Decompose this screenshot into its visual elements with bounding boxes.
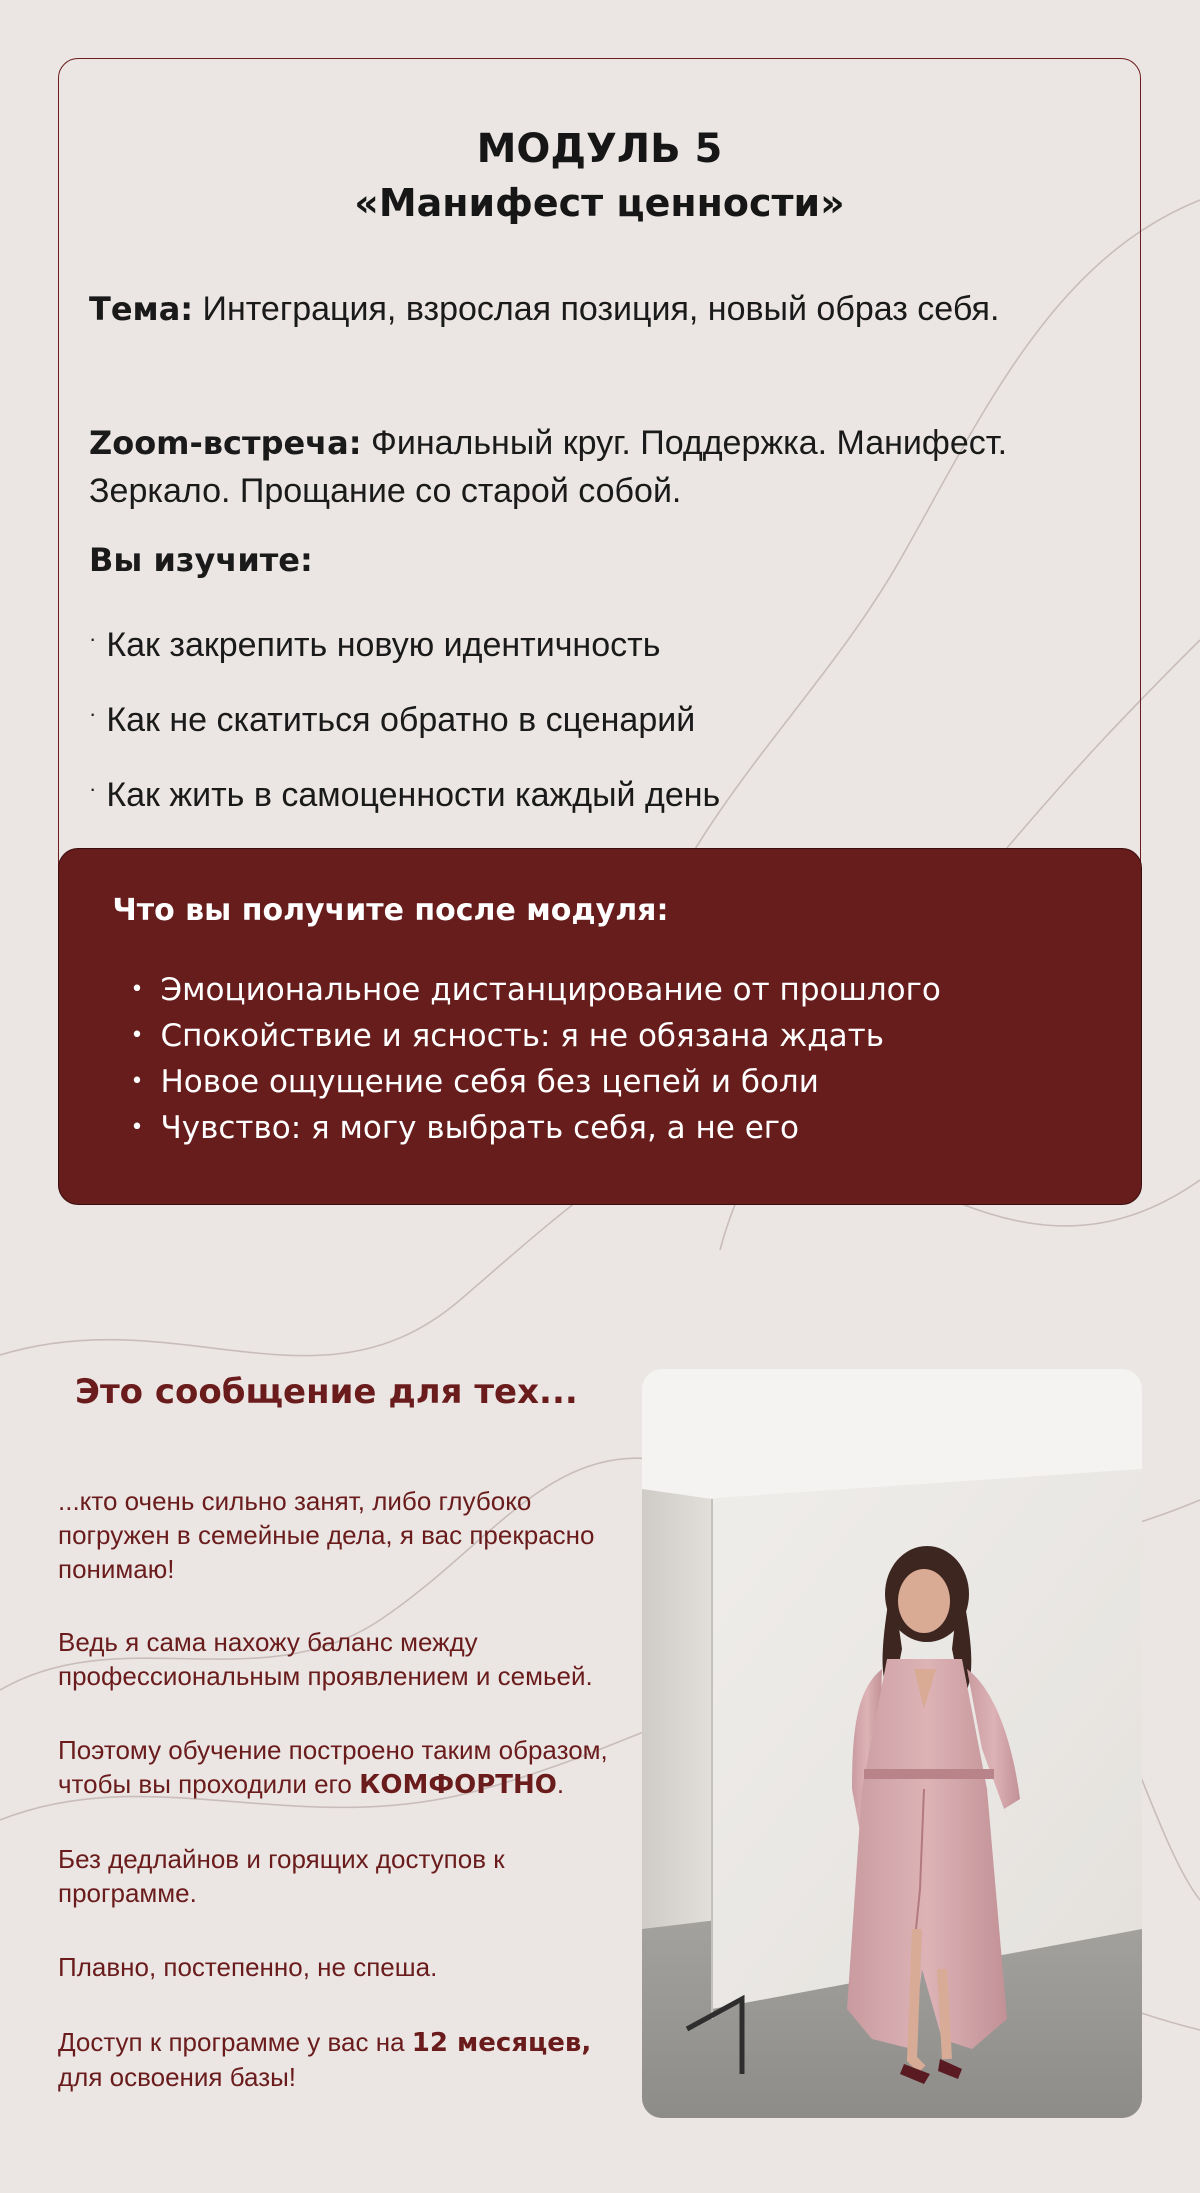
message-p6-bold: 12 месяцев, [411, 2028, 592, 2058]
result-item-text: Чувство: я могу выбрать себя, а не его [160, 1109, 800, 1146]
learn-heading: Вы изучите: [89, 541, 313, 579]
topic-label: Тема: [89, 290, 194, 328]
result-item [131, 1013, 941, 1059]
bullet-dot-icon: · [89, 776, 97, 801]
bullet-dot-icon: · [89, 626, 97, 651]
learn-item [89, 617, 660, 667]
result-item-text: Новое ощущение себя без цепей и боли [160, 1063, 819, 1100]
result-item [131, 1059, 941, 1105]
author-photo [642, 1369, 1142, 2118]
bullet-dot-icon: · [89, 701, 97, 726]
bullet-icon: • [130, 1022, 144, 1048]
learn-item-text: Как не скатиться обратно в сценарий [106, 701, 696, 739]
results-list [131, 967, 941, 1151]
message-paragraph-4: Без дедлайнов и горящих доступов к программе. [58, 1844, 505, 1908]
message-paragraph-5: Плавно, постепенно, не спеша. [58, 1952, 438, 1982]
module-subtitle: «Манифест ценности» [354, 181, 845, 225]
result-item-text: Спокойствие и ясность: я не обязана ждать [160, 1017, 884, 1054]
results-panel [58, 848, 1142, 1205]
message-title: Это сообщение для тех... [75, 1372, 578, 1412]
learn-item-text: Как закрепить новую идентичность [106, 626, 661, 664]
zoom-label: Zoom-встреча: [89, 424, 362, 462]
message-p6-end: для освоения базы! [58, 2062, 297, 2092]
result-item-text: Эмоциональное дистанцирование от прошлого [160, 971, 941, 1008]
learn-item-text: Как жить в самоценности каждый день [106, 776, 721, 814]
message-p3-end: . [556, 1769, 565, 1799]
topic-text: Интеграция, взрослая позиция, новый образ себя. [193, 290, 1000, 328]
message-paragraph-3 [58, 1733, 638, 1802]
results-heading: Что вы получите после модуля: [112, 892, 669, 928]
message-p3-bold: КОМФОРТНО [359, 1770, 557, 1800]
result-item [131, 967, 941, 1013]
bullet-icon: • [130, 976, 144, 1002]
message-paragraph-1: ...кто очень сильно занят, либо глубоко погружен в семейные дела, я вас прекрасно понимаю! [58, 1486, 595, 1584]
zoom-line [89, 419, 1100, 515]
module-info [59, 59, 1140, 849]
zoom-text: Финальный круг. Поддержка. Манифест. Зеркало. Прощание со старой собой. [89, 424, 1008, 510]
bullet-icon: • [130, 1114, 144, 1140]
result-item [131, 1105, 941, 1151]
message-paragraph-6 [58, 2025, 638, 2094]
message-p3-text: Поэтому обучение построено таким образом, чтобы вы проходили его [58, 1735, 608, 1799]
topic-line [89, 285, 1100, 333]
message-paragraph-2: Ведь я сама нахожу баланс между профессиональным проявлением и семьей. [58, 1627, 593, 1691]
module-card [58, 58, 1141, 1204]
module-title: МОДУЛЬ 5 [476, 126, 723, 172]
bullet-icon: • [130, 1068, 144, 1094]
learn-item [89, 767, 720, 817]
learn-item [89, 692, 695, 742]
message-p6-text: Доступ к программе у вас на [58, 2027, 412, 2057]
